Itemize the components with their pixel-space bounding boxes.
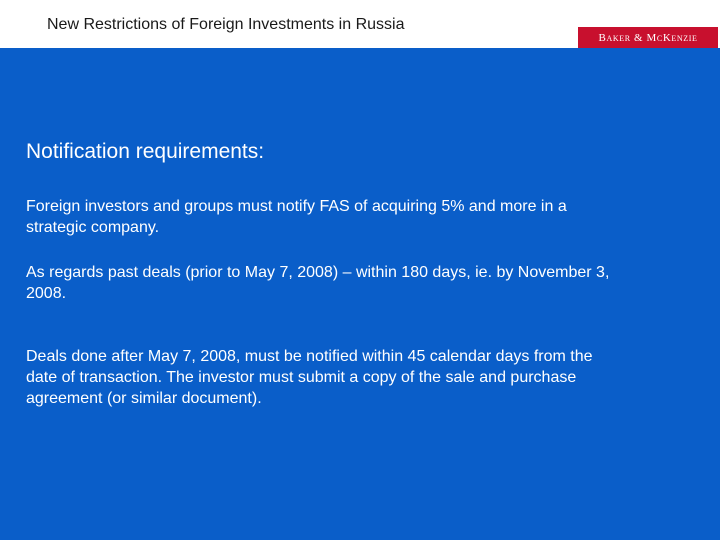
paragraph-new-deals: Deals done after May 7, 2008, must be notified within 45 calendar days from the date of transaction. The investor must submit a copy of the sale and purchase agreement (or similar document). (26, 348, 593, 407)
presentation-title: New Restrictions of Foreign Investments in Russia (47, 16, 405, 33)
slide-heading: Notification requirements: (26, 140, 265, 163)
slide-header (0, 0, 720, 48)
company-logo: Baker & McKenzie (578, 27, 718, 48)
paragraph-past-deals: As regards past deals (prior to May 7, 2008) – within 180 days, ie. by November 3, 2008. (26, 264, 610, 302)
slide-content (0, 48, 720, 540)
paragraph-notification-threshold: Foreign investors and groups must notify FAS of acquiring 5% and more in a strategic company. (26, 198, 567, 236)
